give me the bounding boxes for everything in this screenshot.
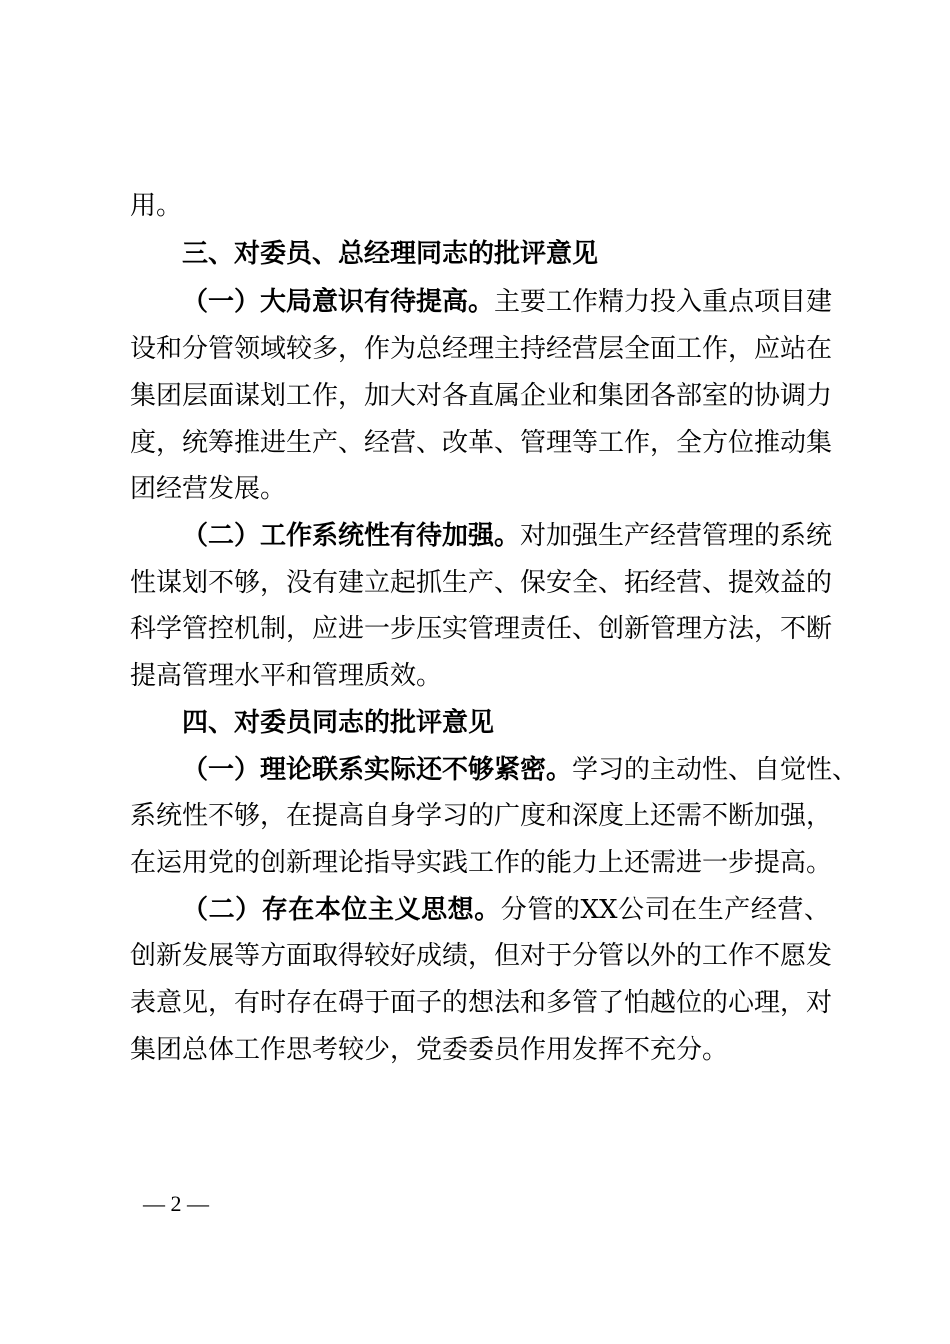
section-3-item-2-first-line (182, 520, 833, 552)
section-3-item-1-line-1: 主要工作精力投入重点项目建 (494, 287, 833, 317)
section-4-item-2-lead: （二）存在本位主义思想。 (182, 895, 501, 925)
section-4-item-2-first-line (182, 894, 830, 926)
section-4-item-1-lead: （一）理论联系实际还不够紧密。 (182, 755, 573, 785)
section-3-item-2-line-2: 性谋划不够，没有建立起抓生产、保安全、拓经营、提效益的 (130, 568, 833, 598)
section-4-item-2-line-1: 分管的XX公司在生产经营、 (500, 895, 830, 925)
section-4-item-2-line-4: 集团总体工作思考较少，党委委员作用发挥不充分。 (130, 1035, 729, 1065)
section-4-item-1-line-2: 系统性不够，在提高自身学习的广度和深度上还需不断加强， (130, 801, 833, 831)
section-3-item-1-lead: （一）大局意识有待提高。 (182, 287, 495, 317)
section-3-item-2-line-1: 对加强生产经营管理的系统 (520, 521, 833, 551)
section-3-item-2-line-3: 科学管控机制，应进一步压实管理责任、创新管理方法，不断 (130, 614, 833, 644)
section-3-item-1-line-2: 设和分管领域较多，作为总经理主持经营层全面工作，应站在 (130, 334, 833, 364)
section-4-item-1-line-3: 在运用党的创新理论指导实践工作的能力上还需进一步提高。 (130, 848, 833, 878)
section-3-item-1-line-4: 度，统筹推进生产、经营、改革、管理等工作，全方位推动集 (130, 428, 833, 458)
section-3-item-2-lead: （二）工作系统性有待加强。 (182, 521, 521, 551)
carry-over-text: 用。 (130, 191, 183, 221)
section-3-item-2-line-4: 提高管理水平和管理质效。 (130, 661, 443, 691)
section-4-item-1-first-line (182, 754, 859, 786)
section-4-item-1-line-1: 学习的主动性、自觉性、 (572, 755, 859, 785)
section-3-heading: 三、对委员、总经理同志的批评意见 (182, 239, 599, 269)
section-4-heading: 四、对委员同志的批评意见 (182, 708, 495, 738)
section-3-item-1-line-5: 团经营发展。 (130, 474, 287, 504)
section-3-item-1-first-line (182, 286, 833, 318)
section-4-item-2-line-3: 表意见，有时存在碍于面子的想法和多管了怕越位的心理，对 (130, 988, 833, 1018)
page-number: — 2 — (143, 1191, 209, 1216)
section-4-item-2-line-2: 创新发展等方面取得较好成绩，但对于分管以外的工作不愿发 (130, 941, 833, 971)
section-3-item-1-line-3: 集团层面谋划工作，加大对各直属企业和集团各部室的协调力 (130, 381, 833, 411)
